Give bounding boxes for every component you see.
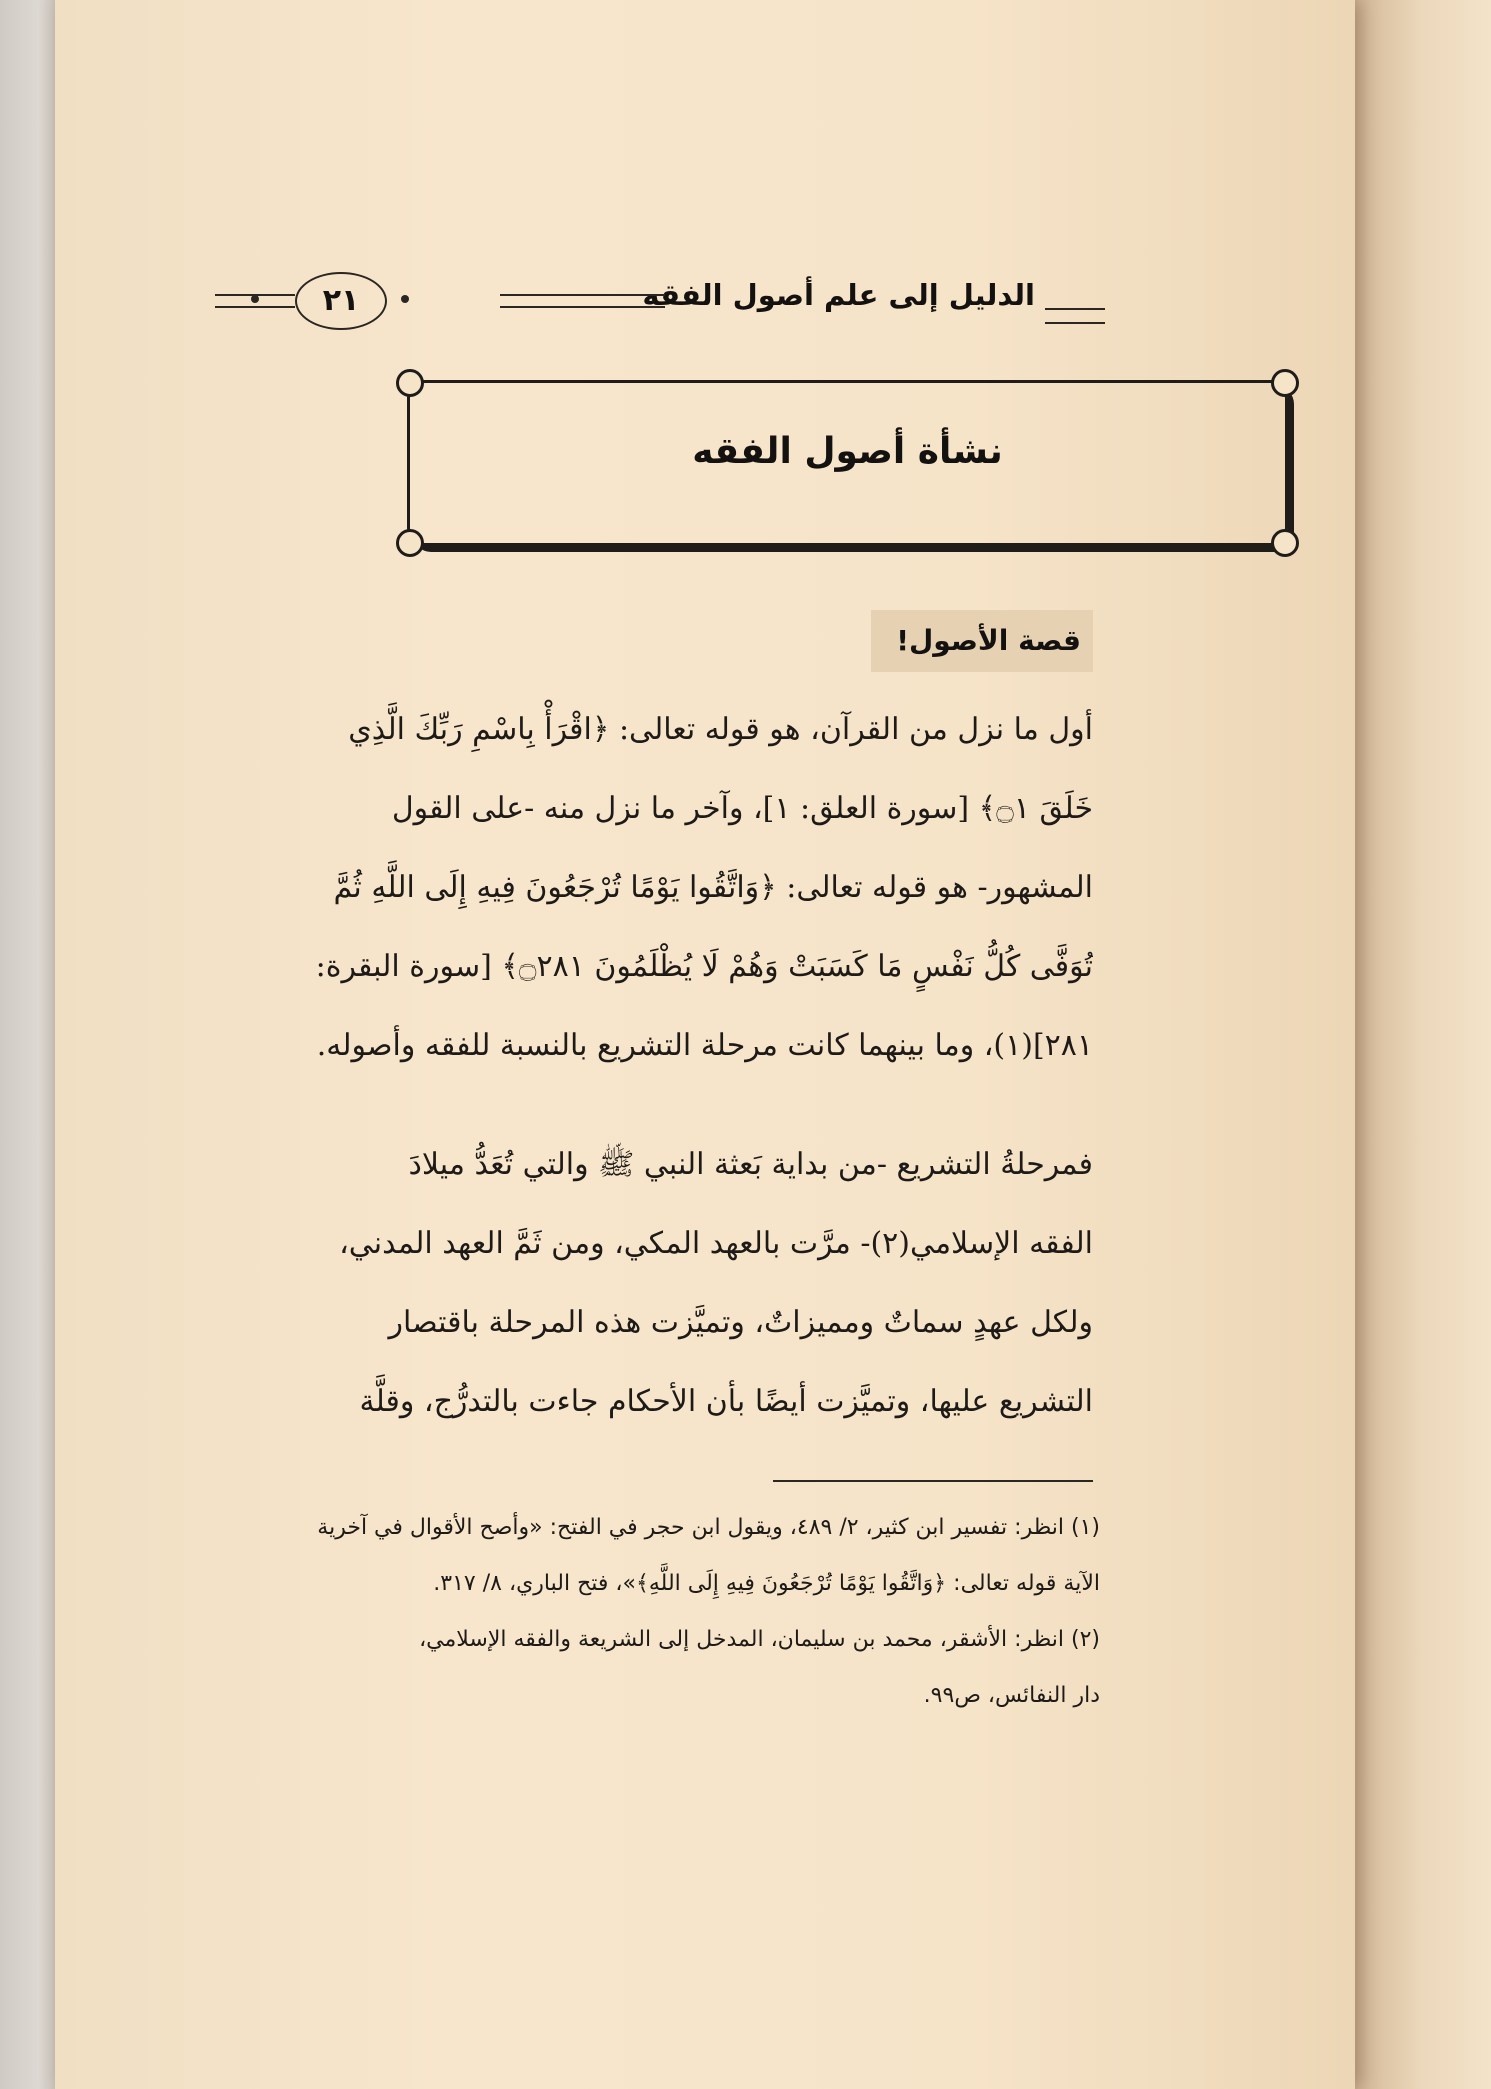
footnote-line: (١) انظر: تفسير ابن كثير، ٢/ ٤٨٩، ويقول ابن حجر في الفتح: «وأصح الأقوال في آخرية xyxy=(317,1515,1100,1540)
footnote-line: دار النفائس، ص٩٩. xyxy=(923,1683,1100,1708)
footnote-line: (٢) انظر: الأشقر، محمد بن سليمان، المدخل إلى الشريعة والفقه الإسلامي، xyxy=(419,1627,1100,1652)
corner-ornament-icon xyxy=(396,529,424,557)
paragraph-line: أول ما نزل من القرآن، هو قوله تعالى: ﴿اقْرَأْ بِاسْمِ رَبِّكَ الَّذِي xyxy=(348,712,1093,747)
footnotes xyxy=(135,1500,1100,1724)
paragraph-line: ٢٨١](١)، وما بينهما كانت مرحلة التشريع بالنسبة للفقه وأصوله. xyxy=(316,1028,1093,1063)
running-header xyxy=(215,272,1105,342)
body-paragraph-1 xyxy=(138,690,1093,1085)
corner-ornament-icon xyxy=(1271,369,1299,397)
paragraph-line: المشهور- هو قوله تعالى: ﴿وَاتَّقُوا يَوْمًا تُرْجَعُونَ فِيهِ إِلَى اللَّهِ ثُمَّ xyxy=(333,870,1093,905)
paragraph-line: تُوَفَّى كُلُّ نَفْسٍ مَا كَسَبَتْ وَهُمْ لَا يُظْلَمُونَ ۝٢٨١﴾ [سورة البقرة: xyxy=(315,949,1093,984)
paragraph-line: الفقه الإسلامي(٢)- مرَّت بالعهد المكي، ومن ثَمَّ العهد المدني، xyxy=(339,1226,1093,1261)
paragraph-line: خَلَقَ ۝١﴾ [سورة العلق: ١]، وآخر ما نزل منه -على القول xyxy=(391,791,1093,826)
paragraph-line: التشريع عليها، وتميَّزت أيضًا بأن الأحكام جاءت بالتدرُّج، وقلَّة xyxy=(359,1384,1093,1419)
section-heading: قصة الأصول! xyxy=(871,610,1093,672)
paragraph-line: ولكل عهدٍ سماتٌ ومميزاتٌ، وتميَّزت هذه المرحلة باقتصار xyxy=(388,1305,1093,1340)
corner-ornament-icon xyxy=(396,369,424,397)
book-page xyxy=(55,0,1355,2089)
paragraph-line: فمرحلةُ التشريع -من بداية بَعثة النبي ﷺ والتي تُعَدُّ ميلادَ xyxy=(408,1147,1093,1182)
ornament-dot-icon xyxy=(401,295,409,303)
page-number: ٢١ xyxy=(295,272,387,330)
header-ornament-right xyxy=(1045,308,1105,324)
chapter-title: نشأة أصول الفقه xyxy=(692,431,1003,472)
chapter-title-box xyxy=(407,380,1288,546)
running-title: الدليل إلى علم أصول الفقه xyxy=(642,278,1035,312)
header-rule xyxy=(500,294,665,308)
ornament-dot-icon xyxy=(251,295,259,303)
body-paragraph-2 xyxy=(138,1125,1093,1441)
footnote-separator xyxy=(773,1480,1093,1482)
footnote-line: الآية قوله تعالى: ﴿وَاتَّقُوا يَوْمًا تُرْجَعُونَ فِيهِ إِلَى اللَّهِ﴾»، فتح الباري، ٨/ ٣١٧. xyxy=(433,1571,1100,1596)
corner-ornament-icon xyxy=(1271,529,1299,557)
